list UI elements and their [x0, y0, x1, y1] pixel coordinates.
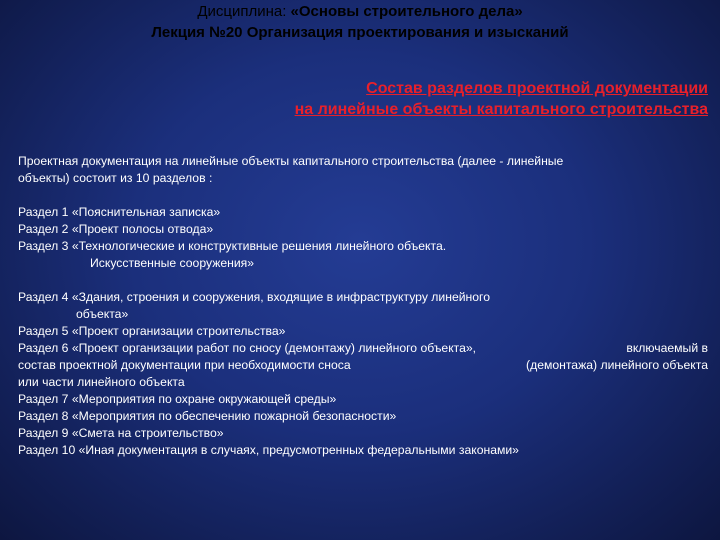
- spacer: [18, 272, 708, 289]
- section-9: Раздел 9 «Смета на строительство»: [18, 426, 224, 440]
- section-6-line-2-a: состав проектной документации при необходимости сноса: [18, 358, 351, 372]
- intro-line-1: Проектная документация на линейные объекты капитального строительства (далее - линейные: [18, 154, 564, 168]
- section-7: Раздел 7 «Мероприятия по охране окружающей среды»: [18, 392, 337, 406]
- sections-group-2: [18, 289, 708, 459]
- slide-title-line-2: на линейные объекты капитального строительства: [294, 101, 708, 118]
- lecture-label: Лекция №20: [151, 24, 243, 41]
- section-4-line-1: Раздел 4 «Здания, строения и сооружения, входящие в инфраструктуру линейного: [18, 290, 491, 304]
- section-1: Раздел 1 «Пояснительная записка»: [18, 205, 221, 219]
- section-6-line-2-b: (демонтажа) линейного объекта: [526, 358, 708, 372]
- section-10: Раздел 10 «Иная документация в случаях, предусмотренных федеральными законами»: [18, 443, 519, 457]
- spacer: [18, 187, 708, 204]
- lecture-name: Организация проектирования и изысканий: [246, 24, 569, 41]
- slide-body: [18, 153, 708, 459]
- slide-title: [188, 78, 708, 120]
- discipline-name: «Основы строительного дела»: [290, 3, 523, 20]
- section-6-line-1-a: Раздел 6 «Проект организации работ по сносу (демонтажу) линейного объекта»,: [18, 341, 477, 355]
- section-6-line-2: [18, 357, 708, 374]
- slide-header: [0, 0, 720, 43]
- discipline-line: [0, 0, 720, 22]
- section-6-line-1: [18, 340, 708, 357]
- intro-paragraph: [18, 153, 708, 187]
- discipline-label: Дисциплина:: [197, 3, 287, 20]
- intro-line-2: объекты) состоит из 10 разделов :: [18, 171, 213, 185]
- sections-group-1: [18, 204, 708, 272]
- section-5: Раздел 5 «Проект организации строительства»: [18, 324, 286, 338]
- section-2: Раздел 2 «Проект полосы отвода»: [18, 222, 214, 236]
- section-3-line-2: Искусственные сооружения»: [90, 256, 255, 270]
- section-4-line-2: объекта»: [76, 307, 129, 321]
- lecture-line: [0, 22, 720, 43]
- section-3-line-1: Раздел 3 «Технологические и конструктивные решения линейного объекта.: [18, 239, 447, 253]
- section-6-line-1-b: включаемый в: [626, 341, 708, 355]
- slide-title-line-1: Состав разделов проектной документации: [366, 80, 708, 97]
- section-6-line-3: или части линейного объекта: [18, 375, 185, 389]
- section-8: Раздел 8 «Мероприятия по обеспечению пожарной безопасности»: [18, 409, 397, 423]
